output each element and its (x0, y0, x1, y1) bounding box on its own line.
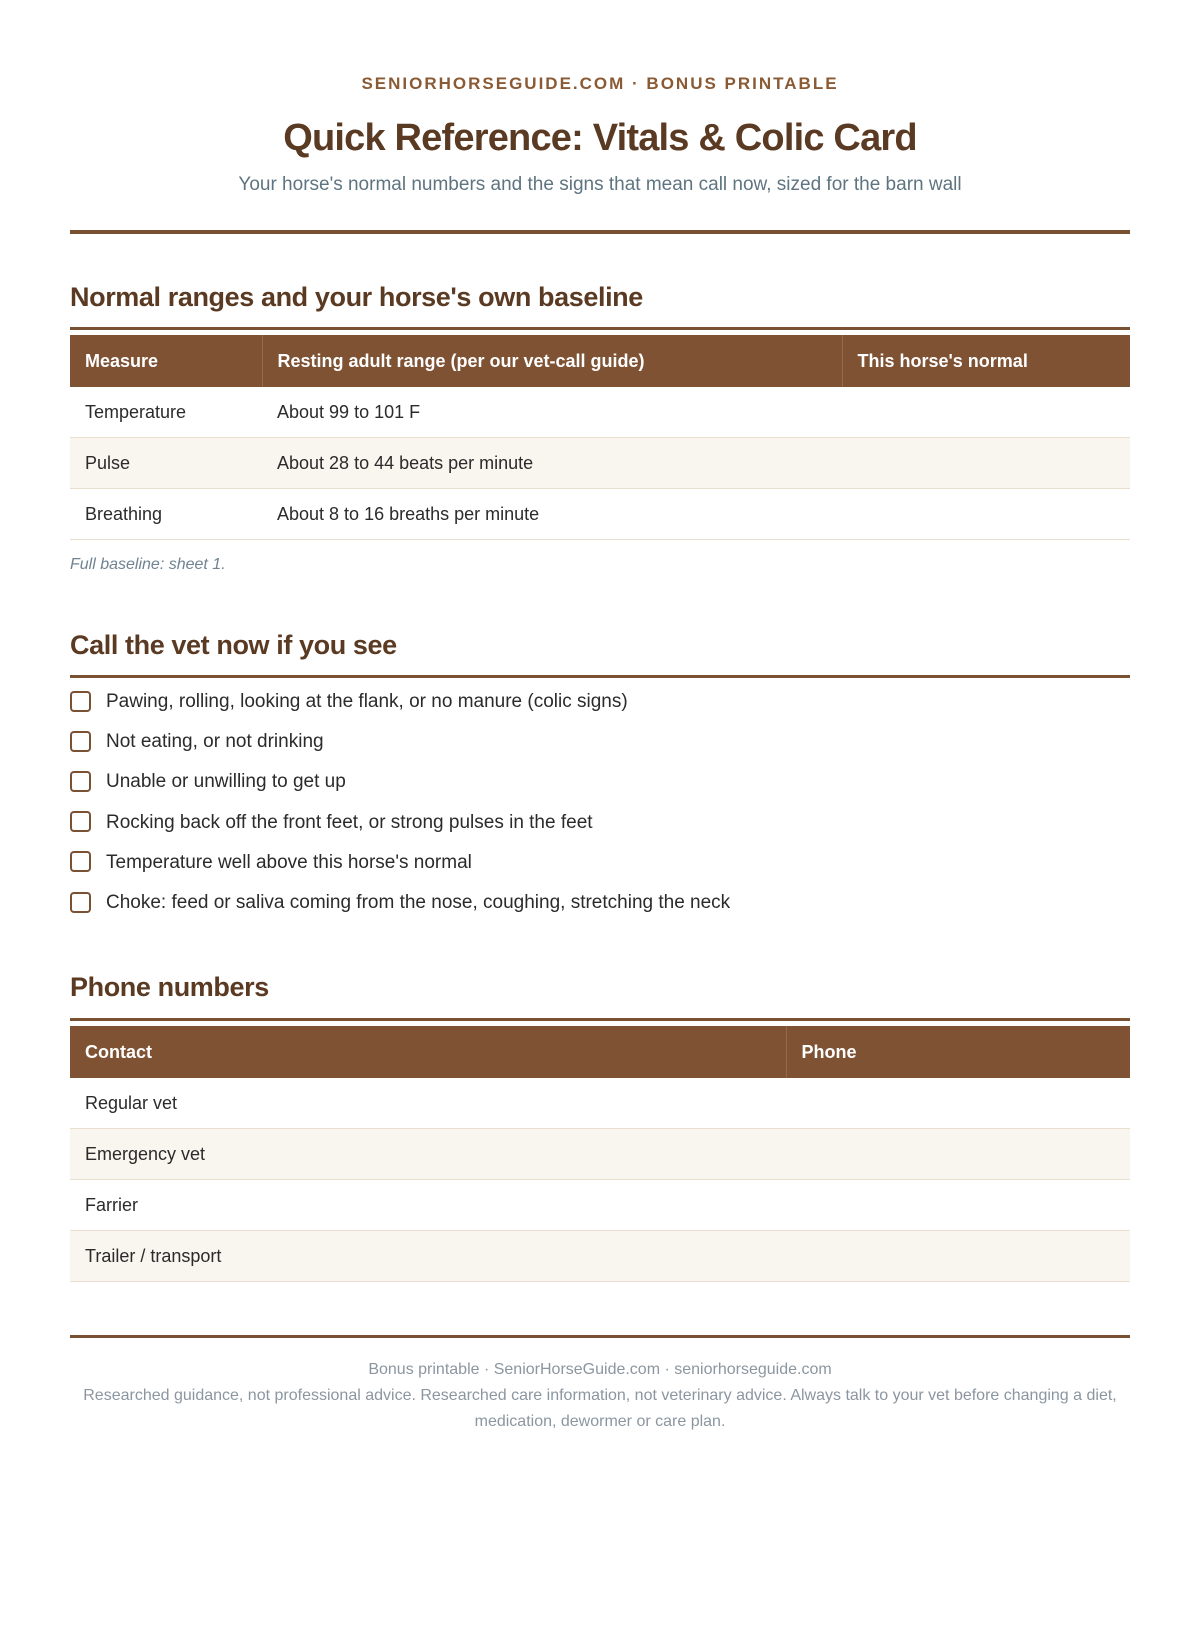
contact-cell: Regular vet (70, 1078, 786, 1129)
printable-page (0, 74, 1200, 1627)
range-cell: About 28 to 44 beats per minute (262, 438, 842, 489)
table-row (70, 489, 1130, 540)
checkbox[interactable] (70, 811, 91, 832)
vitals-section-title: Normal ranges and your horse's own baseline (70, 282, 643, 312)
list-item (70, 762, 1130, 802)
list-item-label: Rocking back off the front feet, or strong pulses in the feet (106, 811, 593, 833)
column-header-phone: Phone (786, 1026, 1130, 1078)
header-kicker: SENIORHORSEGUIDE.COM · BONUS PRINTABLE (361, 74, 839, 93)
checkbox[interactable] (70, 691, 91, 712)
phones-table (70, 1026, 1130, 1282)
table-row (70, 1180, 1130, 1231)
list-item-label: Choke: feed or saliva coming from the nose, coughing, stretching the neck (106, 892, 731, 914)
vitals-table (70, 335, 1130, 540)
measure-cell: Breathing (70, 489, 262, 540)
this-horse-normal-cell (842, 387, 1130, 438)
table-row (70, 387, 1130, 438)
footer-disclaimer: Researched guidance, not professional advice. Researched care information, not veterinary advice. Always talk to your vet before changing a diet, medication, dewormer or care plan. (83, 1387, 1117, 1431)
phones-section-title: Phone numbers (70, 972, 269, 1003)
list-item-label: Pawing, rolling, looking at the flank, or no manure (colic signs) (106, 691, 628, 713)
page-subtitle: Your horse's normal numbers and the signs that mean call now, sized for the barn wall (238, 174, 962, 195)
footer-credit: Bonus printable · SeniorHorseGuide.com · seniorhorseguide.com (368, 1361, 832, 1379)
phone-cell (786, 1231, 1130, 1282)
contact-cell: Farrier (70, 1180, 786, 1231)
list-item (70, 803, 1130, 843)
table-row (70, 438, 1130, 489)
vitals-section-divider (70, 327, 1130, 330)
list-item (70, 682, 1130, 722)
range-cell: About 8 to 16 breaths per minute (262, 489, 842, 540)
this-horse-normal-cell (842, 438, 1130, 489)
column-header-measure: Measure (70, 335, 262, 387)
footer-divider (70, 1335, 1130, 1338)
table-row (70, 1231, 1130, 1282)
phone-cell (786, 1078, 1130, 1129)
phone-cell (786, 1180, 1130, 1231)
list-item-label: Unable or unwilling to get up (106, 771, 346, 793)
column-header-contact: Contact (70, 1026, 786, 1078)
range-cell: About 99 to 101 F (262, 387, 842, 438)
page-title: Quick Reference: Vitals & Colic Card (283, 117, 917, 159)
column-header-range: Resting adult range (per our vet-call guide) (262, 335, 842, 387)
list-item-label: Temperature well above this horse's normal (106, 851, 472, 873)
phone-cell (786, 1129, 1130, 1180)
table-row (70, 1078, 1130, 1129)
phones-section-divider (70, 1018, 1130, 1021)
vitals-table-header (70, 335, 1130, 387)
contact-cell: Trailer / transport (70, 1231, 786, 1282)
checkbox[interactable] (70, 731, 91, 752)
measure-cell: Temperature (70, 387, 262, 438)
list-item (70, 722, 1130, 762)
callvet-section-title: Call the vet now if you see (70, 630, 397, 660)
vitals-note: Full baseline: sheet 1. (70, 556, 226, 573)
checkbox[interactable] (70, 851, 91, 872)
checkbox[interactable] (70, 892, 91, 913)
footer (70, 1357, 1130, 1435)
checkbox[interactable] (70, 771, 91, 792)
header-divider (70, 230, 1130, 234)
list-item (70, 843, 1130, 883)
callvet-checklist (70, 682, 1130, 923)
callvet-section-divider (70, 675, 1130, 678)
measure-cell: Pulse (70, 438, 262, 489)
contact-cell: Emergency vet (70, 1129, 786, 1180)
list-item (70, 883, 1130, 923)
table-row (70, 1129, 1130, 1180)
column-header-this-horse: This horse's normal (842, 335, 1130, 387)
phones-table-header (70, 1026, 1130, 1078)
list-item-label: Not eating, or not drinking (106, 731, 324, 753)
this-horse-normal-cell (842, 489, 1130, 540)
